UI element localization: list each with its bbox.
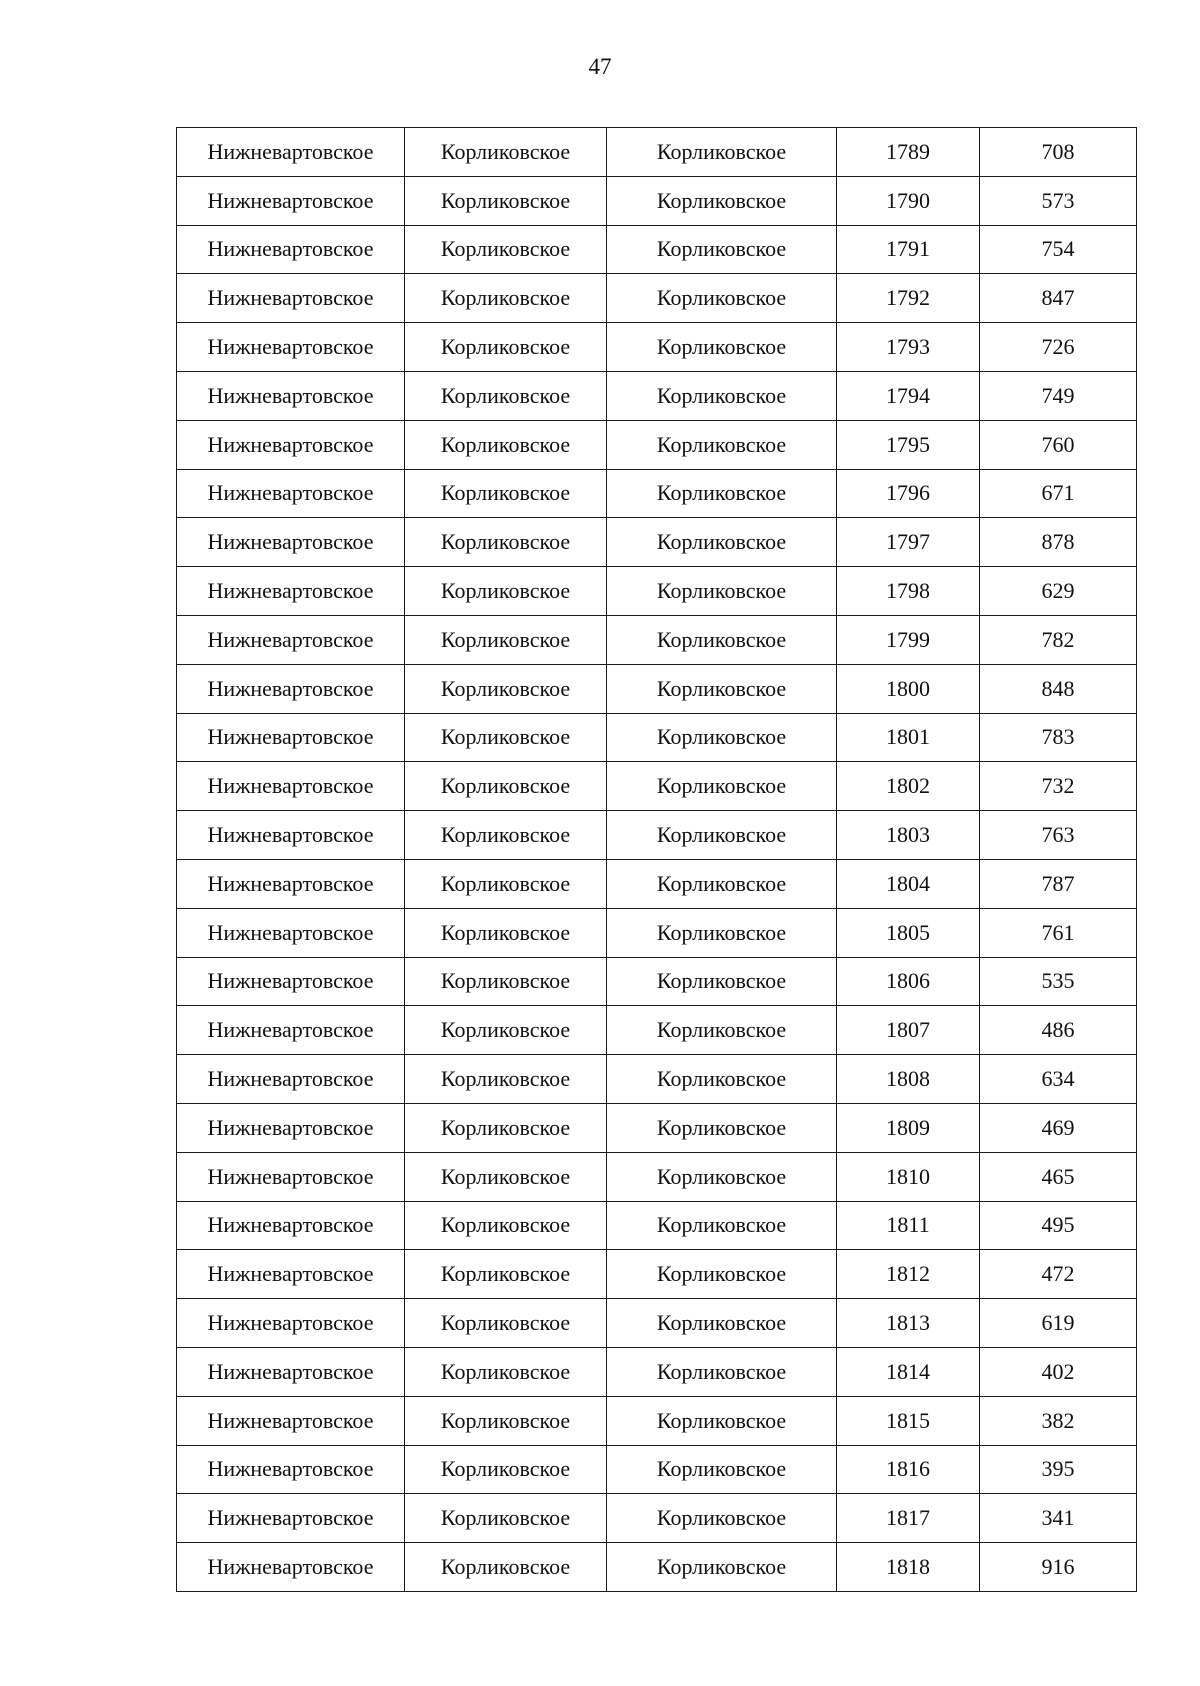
settlement-cell: Корликовское — [405, 957, 607, 1006]
value-cell: 629 — [980, 567, 1137, 616]
municipality-cell: Нижневартовское — [177, 615, 405, 664]
locality-cell: Корликовское — [607, 176, 837, 225]
settlement-cell: Корликовское — [405, 225, 607, 274]
municipality-cell: Нижневартовское — [177, 762, 405, 811]
data-table-container — [176, 127, 1136, 1592]
value-cell: 761 — [980, 908, 1137, 957]
table-row — [177, 274, 1137, 323]
municipality-cell: Нижневартовское — [177, 176, 405, 225]
locality-cell: Корликовское — [607, 371, 837, 420]
locality-cell: Корликовское — [607, 128, 837, 177]
settlement-cell: Корликовское — [405, 1055, 607, 1104]
table-row — [177, 1006, 1137, 1055]
table-row — [177, 1445, 1137, 1494]
settlement-cell: Корликовское — [405, 713, 607, 762]
settlement-cell: Корликовское — [405, 1006, 607, 1055]
table-row — [177, 371, 1137, 420]
municipality-cell: Нижневартовское — [177, 420, 405, 469]
record-number-cell: 1792 — [837, 274, 980, 323]
locality-cell: Корликовское — [607, 811, 837, 860]
value-cell: 783 — [980, 713, 1137, 762]
record-number-cell: 1809 — [837, 1103, 980, 1152]
municipality-cell: Нижневартовское — [177, 859, 405, 908]
value-cell: 782 — [980, 615, 1137, 664]
record-number-cell: 1793 — [837, 323, 980, 372]
record-number-cell: 1814 — [837, 1347, 980, 1396]
value-cell: 402 — [980, 1347, 1137, 1396]
table-row — [177, 1152, 1137, 1201]
locality-cell: Корликовское — [607, 1347, 837, 1396]
value-cell: 787 — [980, 859, 1137, 908]
locality-cell: Корликовское — [607, 1250, 837, 1299]
table-row — [177, 567, 1137, 616]
locality-cell: Корликовское — [607, 664, 837, 713]
locality-cell: Корликовское — [607, 713, 837, 762]
settlement-cell: Корликовское — [405, 762, 607, 811]
municipality-cell: Нижневартовское — [177, 518, 405, 567]
municipality-cell: Нижневартовское — [177, 274, 405, 323]
municipality-cell: Нижневартовское — [177, 567, 405, 616]
settlement-cell: Корликовское — [405, 811, 607, 860]
record-number-cell: 1808 — [837, 1055, 980, 1104]
table-row — [177, 615, 1137, 664]
table-row — [177, 323, 1137, 372]
value-cell: 916 — [980, 1543, 1137, 1592]
value-cell: 634 — [980, 1055, 1137, 1104]
settlement-cell: Корликовское — [405, 664, 607, 713]
table-row — [177, 762, 1137, 811]
record-number-cell: 1805 — [837, 908, 980, 957]
locality-cell: Корликовское — [607, 908, 837, 957]
municipality-cell: Нижневартовское — [177, 371, 405, 420]
locality-cell: Корликовское — [607, 1152, 837, 1201]
table-row — [177, 469, 1137, 518]
record-number-cell: 1815 — [837, 1396, 980, 1445]
locality-cell: Корликовское — [607, 1201, 837, 1250]
value-cell: 535 — [980, 957, 1137, 1006]
value-cell: 472 — [980, 1250, 1137, 1299]
municipality-cell: Нижневартовское — [177, 469, 405, 518]
settlement-cell: Корликовское — [405, 1250, 607, 1299]
value-cell: 341 — [980, 1494, 1137, 1543]
settlement-cell: Корликовское — [405, 567, 607, 616]
table-row — [177, 225, 1137, 274]
table-row — [177, 1494, 1137, 1543]
municipality-cell: Нижневартовское — [177, 957, 405, 1006]
value-cell: 732 — [980, 762, 1137, 811]
record-number-cell: 1796 — [837, 469, 980, 518]
table-body — [177, 128, 1137, 1592]
locality-cell: Корликовское — [607, 518, 837, 567]
locality-cell: Корликовское — [607, 420, 837, 469]
record-number-cell: 1812 — [837, 1250, 980, 1299]
municipality-cell: Нижневартовское — [177, 1055, 405, 1104]
settlement-cell: Корликовское — [405, 1299, 607, 1348]
municipality-cell: Нижневартовское — [177, 811, 405, 860]
settlement-cell: Корликовское — [405, 469, 607, 518]
record-number-cell: 1801 — [837, 713, 980, 762]
municipality-cell: Нижневартовское — [177, 1347, 405, 1396]
locality-cell: Корликовское — [607, 1006, 837, 1055]
record-number-cell: 1797 — [837, 518, 980, 567]
table-row — [177, 1103, 1137, 1152]
settlement-cell: Корликовское — [405, 176, 607, 225]
record-number-cell: 1789 — [837, 128, 980, 177]
locality-cell: Корликовское — [607, 274, 837, 323]
municipality-cell: Нижневартовское — [177, 1396, 405, 1445]
settlement-cell: Корликовское — [405, 1396, 607, 1445]
table-row — [177, 957, 1137, 1006]
record-number-cell: 1804 — [837, 859, 980, 908]
value-cell: 619 — [980, 1299, 1137, 1348]
municipality-cell: Нижневартовское — [177, 1201, 405, 1250]
table-row — [177, 713, 1137, 762]
value-cell: 708 — [980, 128, 1137, 177]
value-cell: 495 — [980, 1201, 1137, 1250]
locality-cell: Корликовское — [607, 1445, 837, 1494]
value-cell: 726 — [980, 323, 1137, 372]
municipality-cell: Нижневартовское — [177, 1543, 405, 1592]
table-row — [177, 128, 1137, 177]
table-row — [177, 1250, 1137, 1299]
municipality-cell: Нижневартовское — [177, 713, 405, 762]
settlement-cell: Корликовское — [405, 1201, 607, 1250]
municipality-cell: Нижневартовское — [177, 1494, 405, 1543]
municipality-cell: Нижневартовское — [177, 1006, 405, 1055]
record-number-cell: 1813 — [837, 1299, 980, 1348]
settlement-cell: Корликовское — [405, 1152, 607, 1201]
data-table — [176, 127, 1137, 1592]
value-cell: 878 — [980, 518, 1137, 567]
record-number-cell: 1800 — [837, 664, 980, 713]
value-cell: 760 — [980, 420, 1137, 469]
locality-cell: Корликовское — [607, 323, 837, 372]
municipality-cell: Нижневартовское — [177, 128, 405, 177]
table-row — [177, 664, 1137, 713]
record-number-cell: 1802 — [837, 762, 980, 811]
locality-cell: Корликовское — [607, 1396, 837, 1445]
settlement-cell: Корликовское — [405, 615, 607, 664]
settlement-cell: Корликовское — [405, 1494, 607, 1543]
record-number-cell: 1795 — [837, 420, 980, 469]
record-number-cell: 1803 — [837, 811, 980, 860]
value-cell: 671 — [980, 469, 1137, 518]
value-cell: 486 — [980, 1006, 1137, 1055]
table-row — [177, 1055, 1137, 1104]
record-number-cell: 1818 — [837, 1543, 980, 1592]
locality-cell: Корликовское — [607, 1494, 837, 1543]
value-cell: 395 — [980, 1445, 1137, 1494]
municipality-cell: Нижневартовское — [177, 1299, 405, 1348]
table-row — [177, 518, 1137, 567]
settlement-cell: Корликовское — [405, 908, 607, 957]
record-number-cell: 1798 — [837, 567, 980, 616]
settlement-cell: Корликовское — [405, 1543, 607, 1592]
locality-cell: Корликовское — [607, 1299, 837, 1348]
settlement-cell: Корликовское — [405, 859, 607, 908]
record-number-cell: 1790 — [837, 176, 980, 225]
table-row — [177, 420, 1137, 469]
locality-cell: Корликовское — [607, 1543, 837, 1592]
settlement-cell: Корликовское — [405, 1347, 607, 1396]
value-cell: 754 — [980, 225, 1137, 274]
settlement-cell: Корликовское — [405, 371, 607, 420]
table-row — [177, 1396, 1137, 1445]
record-number-cell: 1791 — [837, 225, 980, 274]
settlement-cell: Корликовское — [405, 1103, 607, 1152]
table-row — [177, 1543, 1137, 1592]
settlement-cell: Корликовское — [405, 274, 607, 323]
settlement-cell: Корликовское — [405, 420, 607, 469]
locality-cell: Корликовское — [607, 567, 837, 616]
locality-cell: Корликовское — [607, 615, 837, 664]
locality-cell: Корликовское — [607, 225, 837, 274]
record-number-cell: 1810 — [837, 1152, 980, 1201]
municipality-cell: Нижневартовское — [177, 1103, 405, 1152]
value-cell: 749 — [980, 371, 1137, 420]
table-row — [177, 176, 1137, 225]
table-row — [177, 811, 1137, 860]
value-cell: 763 — [980, 811, 1137, 860]
record-number-cell: 1811 — [837, 1201, 980, 1250]
locality-cell: Корликовское — [607, 1055, 837, 1104]
locality-cell: Корликовское — [607, 469, 837, 518]
municipality-cell: Нижневартовское — [177, 1152, 405, 1201]
settlement-cell: Корликовское — [405, 128, 607, 177]
municipality-cell: Нижневартовское — [177, 1250, 405, 1299]
table-row — [177, 859, 1137, 908]
record-number-cell: 1807 — [837, 1006, 980, 1055]
table-row — [177, 1201, 1137, 1250]
value-cell: 847 — [980, 274, 1137, 323]
municipality-cell: Нижневартовское — [177, 225, 405, 274]
table-row — [177, 1347, 1137, 1396]
municipality-cell: Нижневартовское — [177, 323, 405, 372]
table-row — [177, 1299, 1137, 1348]
record-number-cell: 1806 — [837, 957, 980, 1006]
value-cell: 469 — [980, 1103, 1137, 1152]
locality-cell: Корликовское — [607, 957, 837, 1006]
locality-cell: Корликовское — [607, 1103, 837, 1152]
settlement-cell: Корликовское — [405, 518, 607, 567]
table-row — [177, 908, 1137, 957]
locality-cell: Корликовское — [607, 859, 837, 908]
municipality-cell: Нижневартовское — [177, 664, 405, 713]
municipality-cell: Нижневартовское — [177, 908, 405, 957]
value-cell: 848 — [980, 664, 1137, 713]
value-cell: 573 — [980, 176, 1137, 225]
settlement-cell: Корликовское — [405, 1445, 607, 1494]
record-number-cell: 1794 — [837, 371, 980, 420]
locality-cell: Корликовское — [607, 762, 837, 811]
record-number-cell: 1817 — [837, 1494, 980, 1543]
value-cell: 465 — [980, 1152, 1137, 1201]
value-cell: 382 — [980, 1396, 1137, 1445]
settlement-cell: Корликовское — [405, 323, 607, 372]
page-number: 47 — [588, 54, 612, 79]
record-number-cell: 1816 — [837, 1445, 980, 1494]
municipality-cell: Нижневартовское — [177, 1445, 405, 1494]
record-number-cell: 1799 — [837, 615, 980, 664]
